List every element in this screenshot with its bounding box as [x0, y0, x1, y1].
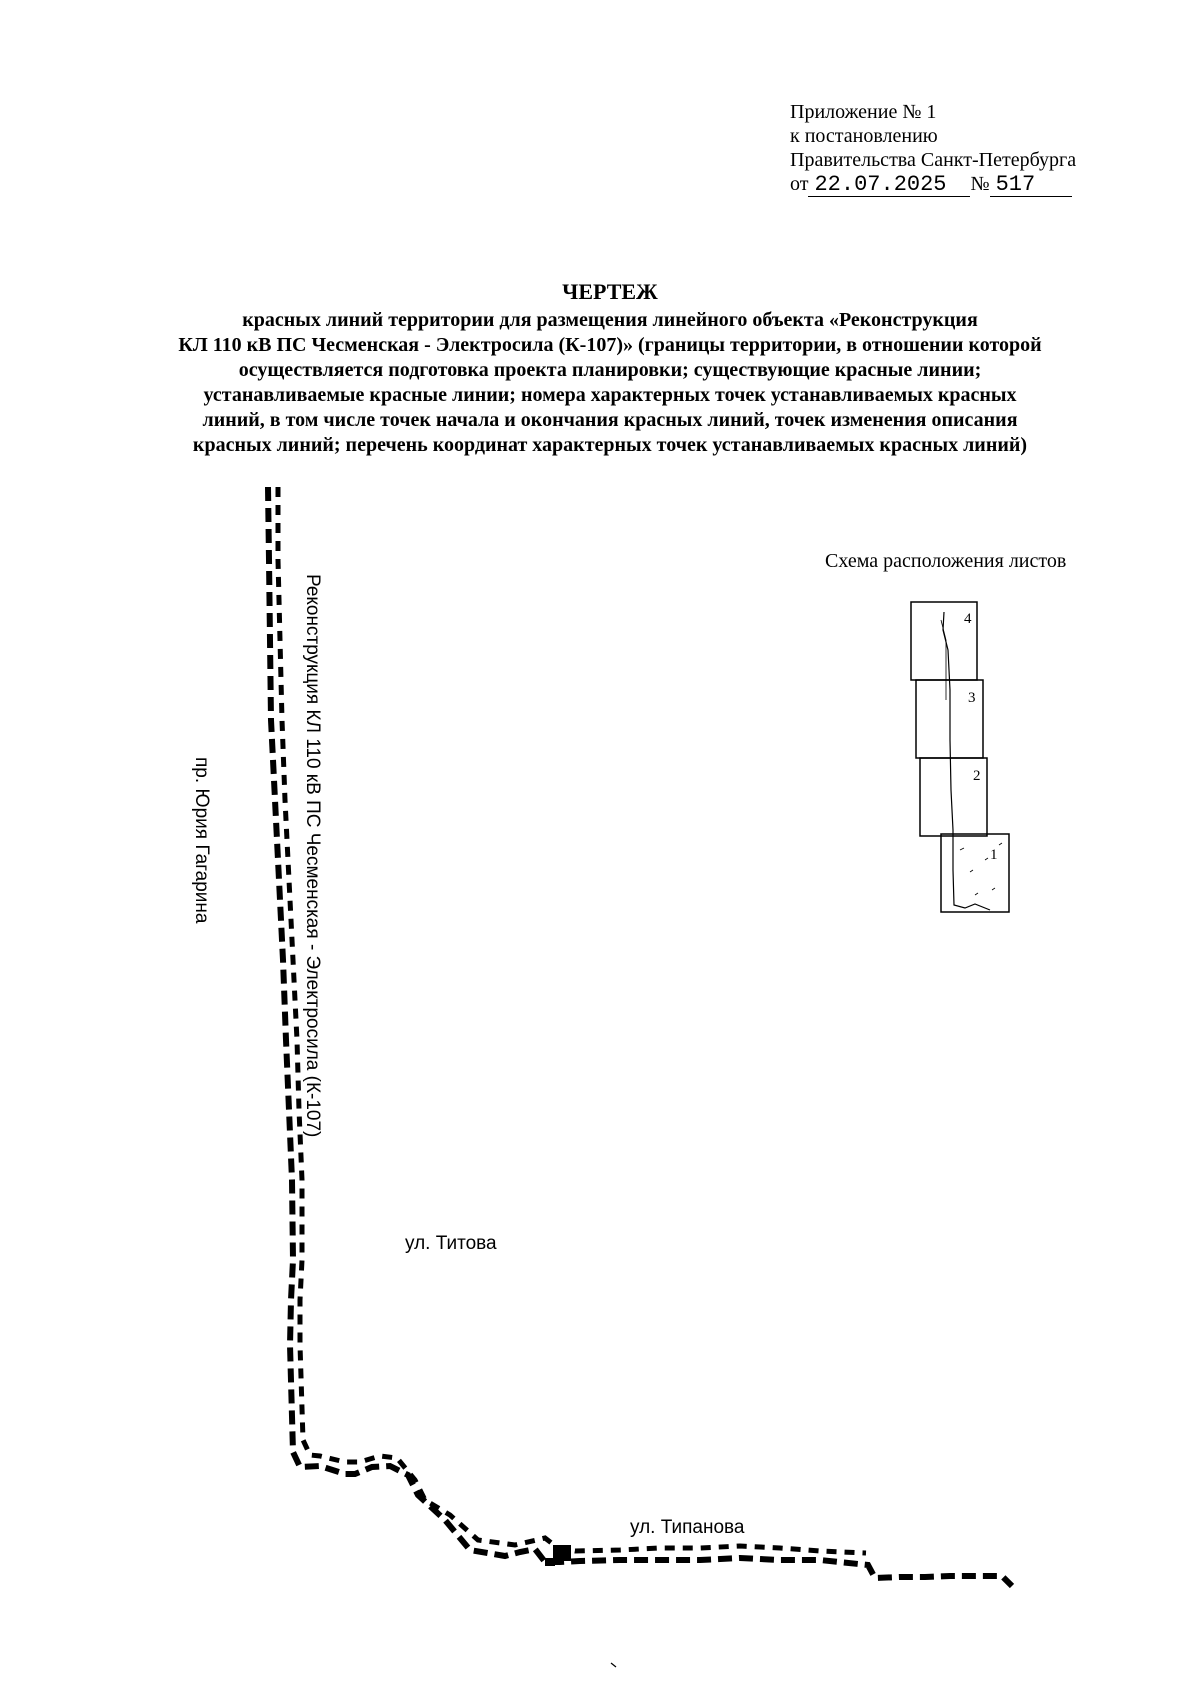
sheet-number: 2 — [973, 768, 981, 784]
point-marker — [553, 1545, 571, 1561]
sheet-number: 4 — [964, 611, 972, 627]
subtitle-line: КЛ 110 кВ ПС Чесменская - Электросила (К-107)» (границы территории, в отношении которой — [178, 334, 1042, 356]
territory-boundary-east — [278, 487, 866, 1553]
appendix-line-3: Правительства Санкт-Петербурга — [790, 149, 1077, 171]
subtitle-line: устанавливаемые красные линии; номера характерных точек устанавливаемых красных — [203, 384, 1017, 406]
resolution-number: 517 — [990, 174, 1072, 197]
sheet-layout-scheme — [911, 602, 1009, 912]
avenue-label: пр. Юрия Гагарина — [191, 757, 212, 924]
subtitle-line: красных линий; перечень координат характерных точек устанавливаемых красных линий) — [192, 434, 1028, 456]
sheet-scheme-title: Схема расположения листов — [825, 550, 1067, 572]
street-label-titova: ул. Титова — [405, 1233, 497, 1254]
appendix-line-2: к постановлению — [790, 125, 938, 147]
point-marker — [545, 1558, 555, 1566]
scheme-route-line — [943, 612, 990, 910]
subtitle-line: осуществляется подготовка проекта планировки; существующие красные линии; — [238, 359, 982, 381]
document-title: ЧЕРТЕЖ — [562, 279, 658, 304]
subtitle-line: красных линий территории для размещения линейного объекта «Реконструкция — [242, 309, 978, 331]
cable-route-label: Реконструкция КЛ 110 кВ ПС Чесменская - Электросила (К-107) — [302, 574, 323, 1138]
resolution-date: 22.07.2025 — [808, 174, 970, 197]
number-prefix: № — [970, 173, 990, 195]
sheet-number: 3 — [968, 690, 976, 706]
street-label-tipanova: ул. Типанова — [630, 1517, 745, 1538]
subtitle-line: линий, в том числе точек начала и окончания красных линий, точек изменения описания — [202, 409, 1018, 431]
appendix-line-1: Приложение № 1 — [790, 101, 937, 123]
sheet-1-frame — [941, 834, 1009, 912]
sheet-number: 1 — [990, 847, 998, 863]
territory-boundary-west — [268, 487, 1012, 1586]
date-prefix: от — [790, 173, 809, 195]
stray-mark — [611, 1663, 616, 1667]
